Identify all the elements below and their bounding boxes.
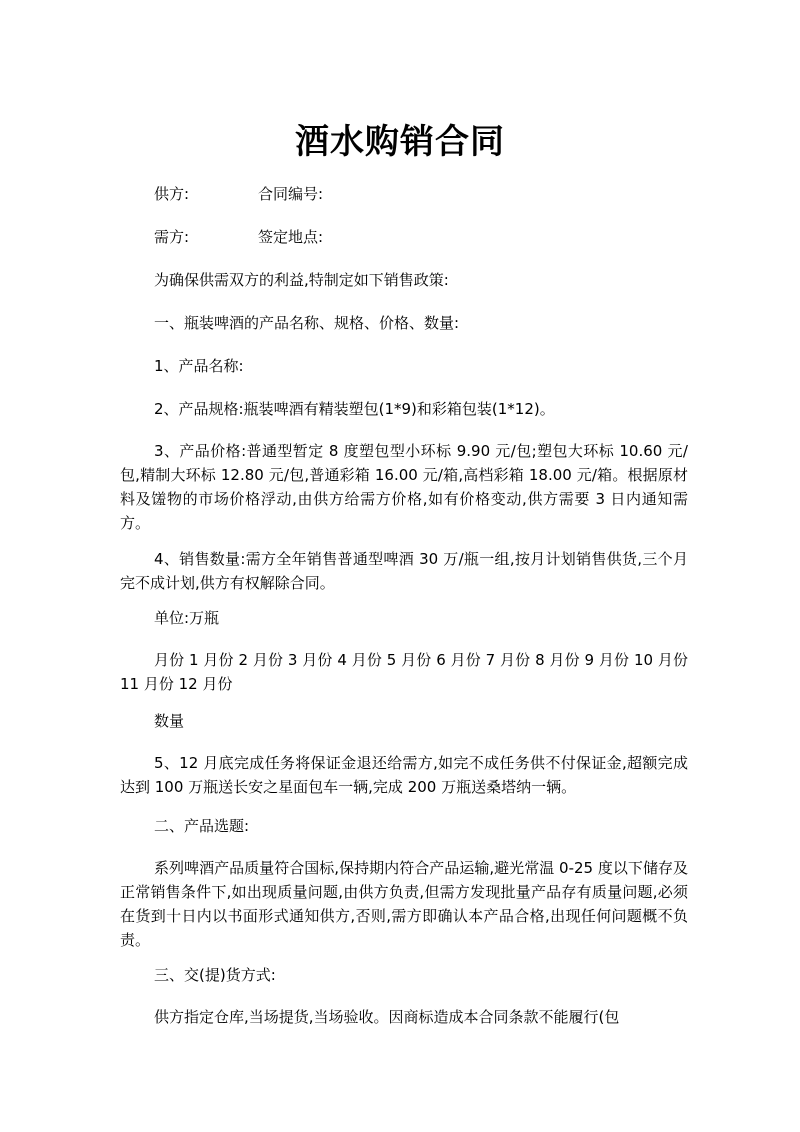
section3-heading: 三、交(提)货方式: xyxy=(154,966,276,984)
item3-product-price: 3、产品价格:普通型暂定 8 度塑包型小环标 9.90 元/包;塑包大环标 10.60 元/包,精制大环标 12.80 元/包,普通彩箱 16.00 元/箱,高档彩箱 18.00 元/箱。根据原材料及馐物的市场价格浮动,由供方给需方价格,如有价格变动,供方需要 3 日内通知需方。 xyxy=(120,442,688,532)
quantity-label: 数量 xyxy=(154,712,185,730)
section2-body: 系列啤酒产品质量符合国标,保持期内符合产品运输,避光常温 0-25 度以下储存及正常销售条件下,如出现质量问题,由供方负责,但需方发现批量产品存有质量问题,必须在货到十日内以书面形式通知供方,否则,需方即确认本产品合格,出现任何问题概不负责。 xyxy=(120,859,688,949)
document-title: 酒水购销合同 xyxy=(295,122,505,162)
contract-number-label: 合同编号: xyxy=(258,185,324,203)
section1-heading: 一、瓶装啤酒的产品名称、规格、价格、数量: xyxy=(154,314,460,332)
buyer-label: 需方: xyxy=(154,228,190,246)
item5-deposit-terms: 5、12 月底完成任务将保证金退还给需方,如完不成任务供不付保证金,超额完成达到 100 万瓶送长安之星面包车一辆,完成 200 万瓶送桑塔纳一辆。 xyxy=(120,754,688,796)
item1-product-name: 1、产品名称: xyxy=(154,357,244,375)
section3-body: 供方指定仓库,当场提货,当场验收。因商标造成本合同条款不能履行(包 xyxy=(154,1008,620,1026)
item2-product-spec: 2、产品规格:瓶装啤酒有精装塑包(1*9)和彩箱包装(1*12)。 xyxy=(154,400,555,418)
supplier-label: 供方: xyxy=(154,185,190,203)
item4-sales-quantity: 4、销售数量:需方全年销售普通型啤酒 30 万/瓶一组,按月计划销售供货,三个月完不成计划,供方有权解除合同。 xyxy=(120,550,688,592)
unit-label: 单位:万瓶 xyxy=(154,609,220,627)
signing-place-label: 签定地点: xyxy=(258,228,324,246)
section2-heading: 二、产品选题: xyxy=(154,817,250,835)
months-row: 月份 1 月份 2 月份 3 月份 4 月份 5 月份 6 月份 7 月份 8 月份 9 月份 10 月份 11 月份 12 月份 xyxy=(120,651,688,693)
intro-text: 为确保供需双方的利益,特制定如下销售政策: xyxy=(154,271,449,289)
